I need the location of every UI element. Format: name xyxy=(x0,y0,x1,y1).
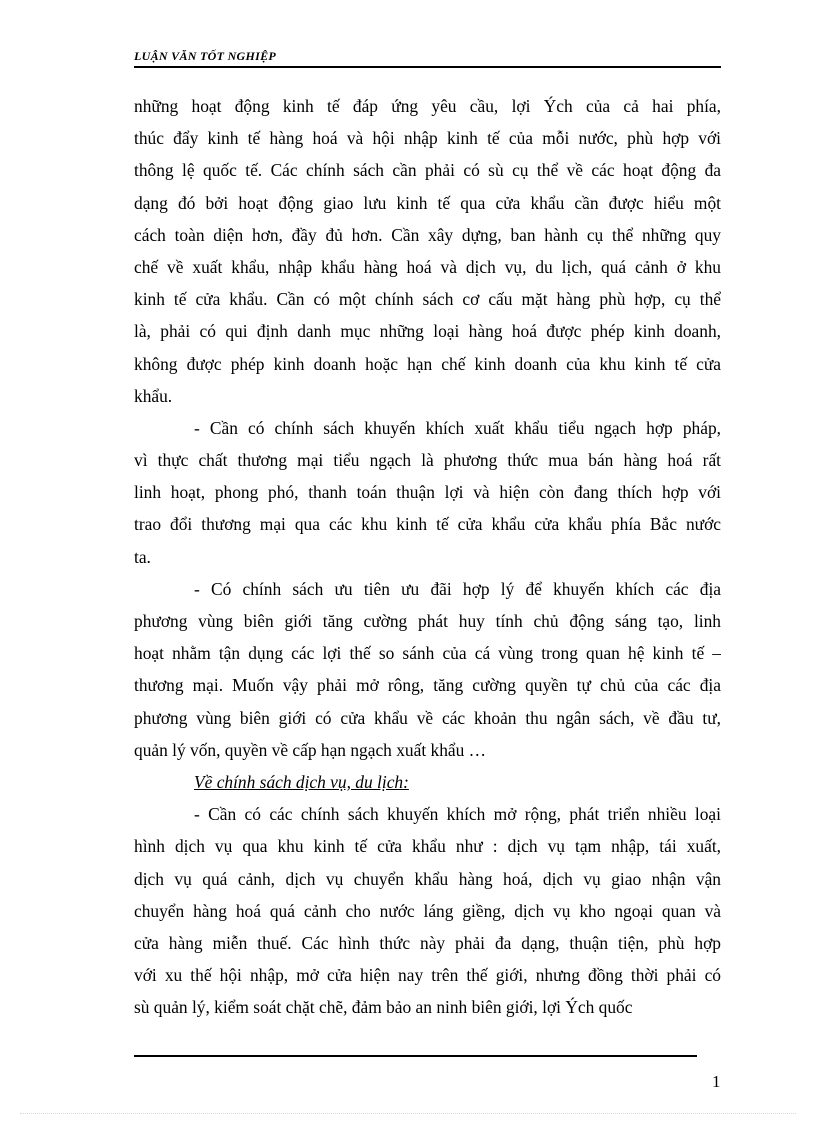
text-line: vì thực chất thương mại tiểu ngạch là phương thức mua bán hàng hoá rất xyxy=(134,450,721,471)
text-line: dạng đó bởi hoạt động giao lưu kinh tế qua cửa khẩu cần được hiểu một xyxy=(134,192,721,213)
text-line: là, phải có qui định danh mục những loại hàng hoá được phép kinh doanh, xyxy=(134,321,721,342)
text-line: những hoạt động kinh tế đáp ứng yêu cầu, lợi Ých của cả hai phía, xyxy=(134,96,721,116)
text-line: - Cần có chính sách khuyến khích xuất khẩu tiểu ngạch hợp pháp, xyxy=(194,417,721,438)
text-line: không được phép kinh doanh hoặc hạn chế kinh doanh của khu kinh tế cửa xyxy=(134,353,721,374)
text-line: ta. xyxy=(134,546,151,567)
document-body xyxy=(134,90,721,1023)
text-line: dịch vụ quá cảnh, dịch vụ chuyển khẩu hàng hoá, dịch vụ giao nhận vận xyxy=(134,868,721,889)
text-line: phương vùng biên giới tăng cường phát huy tính chủ động sáng tạo, linh xyxy=(134,611,721,631)
text-line: thúc đẩy kinh tế hàng hoá và hội nhập kinh tế của mỗi nước, phù hợp với xyxy=(134,128,721,149)
text-line: thương mại. Muốn vậy phải mở rông, tăng cường quyền tự chủ của các địa xyxy=(134,675,721,696)
text-line: cách toàn diện hơn, đầy đủ hơn. Cần xây dựng, ban hành cụ thể những quy xyxy=(134,224,721,245)
text-line: chế về xuất khẩu, nhập khẩu hàng hoá và dịch vụ, du lịch, quá cảnh ở khu xyxy=(134,256,721,277)
text-line: chuyển hàng hoá quá cảnh cho nước láng giềng, dịch vụ kho ngoại quan và xyxy=(134,900,721,921)
header-rule xyxy=(134,66,721,68)
paragraph-3 xyxy=(134,573,721,766)
text-line: với xu thế hội nhập, mở cửa hiện nay trên thế giới, nhưng đồng thời phải có xyxy=(134,965,721,986)
text-line: - Có chính sách ưu tiên ưu đãi hợp lý để khuyến khích các địa xyxy=(194,578,721,599)
text-line: phương vùng biên giới có cửa khẩu về các khoản thu ngân sách, về đầu tư, xyxy=(134,707,721,728)
footer-rule xyxy=(134,1055,697,1057)
text-line: hoạt nhằm tận dụng các lợi thế so sánh của cá vùng trong quan hệ kinh tế – xyxy=(134,643,721,664)
text-line: trao đổi thương mại qua các khu kinh tế cửa khẩu cửa khẩu phía Bắc nước xyxy=(134,514,721,535)
text-line: cửa hàng miễn thuế. Các hình thức này phải đa dạng, thuận tiện, phù hợp xyxy=(134,932,721,953)
paragraph-1 xyxy=(134,90,721,412)
text-line: thông lệ quốc tế. Các chính sách cần phải có sù cụ thể về các hoạt động đa xyxy=(134,160,721,181)
page-bottom-border xyxy=(20,1113,796,1114)
text-line: hình dịch vụ qua khu kinh tế cửa khẩu như : dịch vụ tạm nhập, tái xuất, xyxy=(134,836,721,857)
text-line: khẩu. xyxy=(134,385,173,406)
text-line: - Cần có các chính sách khuyến khích mở rộng, phát triển nhiều loại xyxy=(194,804,721,825)
section-subheading: Về chính sách dịch vụ, du lịch: xyxy=(194,771,409,792)
text-line: quản lý vốn, quyền về cấp hạn ngạch xuất khẩu … xyxy=(134,739,487,760)
text-line: linh hoạt, phong phó, thanh toán thuận lợi và hiện còn đang thích hợp với xyxy=(134,482,721,503)
paragraph-4 xyxy=(134,798,721,1023)
running-header: LUẬN VĂN TỐT NGHIỆP xyxy=(134,49,277,63)
text-line: sù quản lý, kiểm soát chặt chẽ, đảm bảo an ninh biên giới, lợi Ých quốc xyxy=(134,997,633,1018)
text-line: kinh tế cửa khẩu. Cần có một chính sách cơ cấu mặt hàng phù hợp, cụ thể xyxy=(134,289,721,310)
page-number: 1 xyxy=(712,1072,721,1091)
paragraph-2 xyxy=(134,412,721,573)
